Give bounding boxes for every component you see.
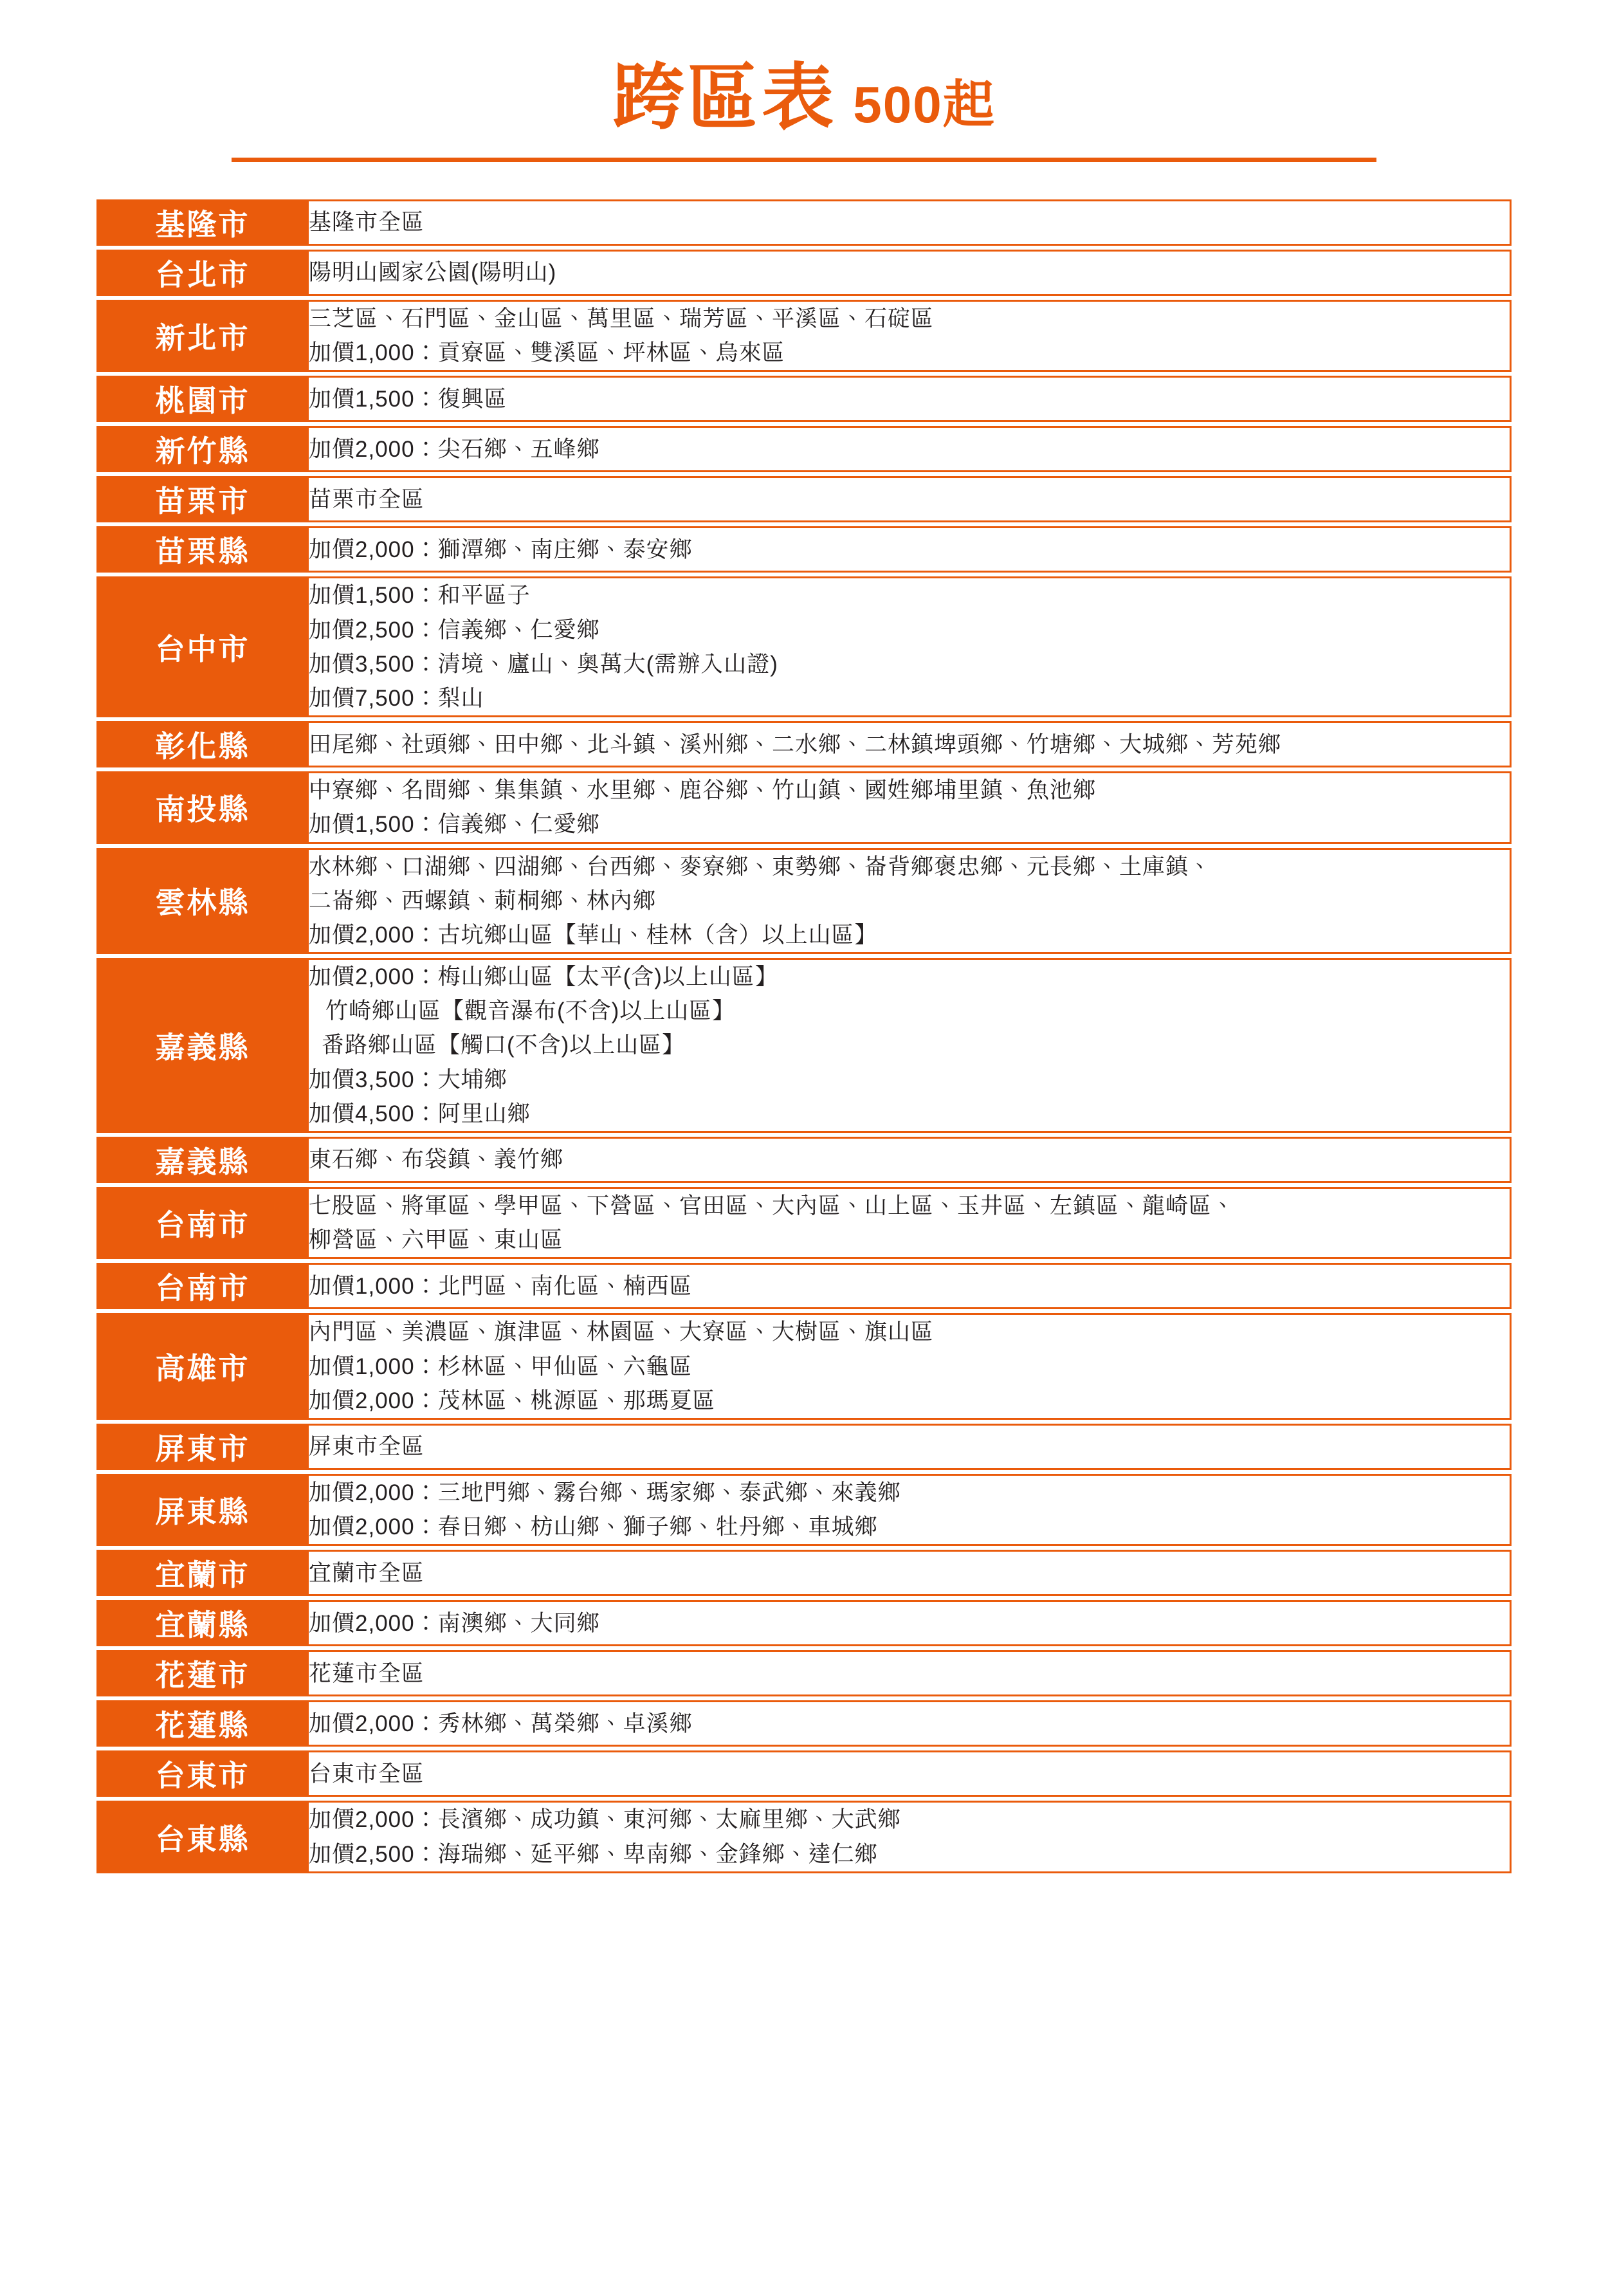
- detail-line: 內門區、美濃區、旗津區、林園區、大寮區、大樹區、旗山區: [309, 1319, 935, 1345]
- region-detail: [309, 1650, 1512, 1696]
- detail-line: 加價2,000：古坑鄉山區【華山、桂林（含）以上山區】: [309, 922, 878, 948]
- table-row: [96, 250, 1512, 296]
- detail-line: 苗栗市全區: [309, 486, 425, 512]
- region-label: 宜蘭縣: [96, 1600, 309, 1646]
- detail-line: 加價1,000：北門區、南化區、楠西區: [309, 1273, 693, 1299]
- detail-line: 加價2,000：獅潭鄉、南庄鄉、泰安鄉: [309, 537, 693, 562]
- region-label: 嘉義縣: [96, 1137, 309, 1183]
- region-label: 雲林縣: [96, 848, 309, 955]
- zone-table-wrap: [96, 196, 1512, 1954]
- table-row: [96, 526, 1512, 573]
- detail-line: 台東市全區: [309, 1761, 425, 1786]
- region-detail: [309, 1313, 1512, 1420]
- region-label: 彰化縣: [96, 721, 309, 767]
- table-row: [96, 1137, 1512, 1183]
- region-detail: [309, 576, 1512, 717]
- detail-line: 番路鄉山區【觸口(不含)以上山區】: [322, 1033, 686, 1058]
- table-row: [96, 426, 1512, 472]
- detail-line: 柳營區、六甲區、東山區: [309, 1227, 564, 1253]
- page-header: [96, 0, 1512, 162]
- page-title: [612, 40, 995, 143]
- title-divider: [232, 158, 1376, 162]
- table-row: [96, 958, 1512, 1133]
- detail-line: 加價4,500：阿里山鄉: [309, 1101, 531, 1126]
- region-label: 台南市: [96, 1187, 309, 1259]
- region-detail: [309, 958, 1512, 1133]
- region-detail: [309, 848, 1512, 955]
- region-label: 花蓮縣: [96, 1700, 309, 1747]
- table-row: [96, 300, 1512, 372]
- table-row: [96, 1474, 1512, 1546]
- region-label: 花蓮市: [96, 1650, 309, 1696]
- table-row: [96, 1263, 1512, 1309]
- detail-line: 花蓮市全區: [309, 1660, 425, 1686]
- region-label: 台東縣: [96, 1801, 309, 1873]
- table-row: [96, 771, 1512, 843]
- detail-line: 加價1,000：杉林區、甲仙區、六龜區: [309, 1354, 693, 1379]
- region-label: 桃園市: [96, 376, 309, 422]
- region-detail: [309, 426, 1512, 472]
- detail-line: 加價2,500：海瑞鄉、延平鄉、卑南鄉、金鋒鄉、達仁鄉: [309, 1841, 878, 1867]
- detail-line: 加價2,000：梅山鄉山區【太平(含)以上山區】: [309, 964, 778, 990]
- detail-line: 二崙鄉、西螺鎮、莿桐鄉、林內鄉: [309, 888, 657, 914]
- detail-line: 陽明山國家公園(陽明山): [309, 260, 557, 286]
- table-row: [96, 1187, 1512, 1259]
- region-detail: [309, 250, 1512, 296]
- detail-line: 加價2,000：春日鄉、枋山鄉、獅子鄉、牡丹鄉、車城鄉: [309, 1514, 878, 1540]
- table-row: [96, 476, 1512, 522]
- detail-line: 加價1,500：復興區: [309, 386, 507, 412]
- region-detail: [309, 1137, 1512, 1183]
- region-detail: [309, 526, 1512, 573]
- region-detail: [309, 376, 1512, 422]
- table-row: [96, 199, 1512, 246]
- page-title-main: 跨區表: [612, 57, 837, 138]
- detail-line: 加價1,500：信義鄉、仁愛鄉: [309, 812, 600, 838]
- region-label: 屏東縣: [96, 1474, 309, 1546]
- region-label: 新北市: [96, 300, 309, 372]
- table-row: [96, 376, 1512, 422]
- region-detail: [309, 1600, 1512, 1646]
- detail-line: 田尾鄉、社頭鄉、田中鄉、北斗鎮、溪州鄉、二水鄉、二林鎮埤頭鄉、竹塘鄉、大城鄉、芳苑鄉: [309, 731, 1282, 757]
- region-label: 苗栗市: [96, 476, 309, 522]
- region-detail: [309, 199, 1512, 246]
- region-label: 南投縣: [96, 771, 309, 843]
- detail-line: 加價2,000：三地門鄉、霧台鄉、瑪家鄉、泰武鄉、來義鄉: [309, 1480, 901, 1505]
- detail-line: 加價3,500：大埔鄉: [309, 1067, 507, 1092]
- detail-line: 屏東市全區: [309, 1434, 425, 1460]
- region-label: 宜蘭市: [96, 1550, 309, 1596]
- detail-line: 加價2,000：尖石鄉、五峰鄉: [309, 436, 600, 462]
- region-label: 嘉義縣: [96, 958, 309, 1133]
- region-detail: [309, 1424, 1512, 1470]
- table-row: [96, 1600, 1512, 1646]
- detail-line: 竹崎鄉山區【觀音瀑布(不含)以上山區】: [325, 998, 736, 1024]
- table-row: [96, 1750, 1512, 1797]
- table-row: [96, 721, 1512, 767]
- table-row: [96, 576, 1512, 717]
- table-row: [96, 848, 1512, 955]
- region-label: 台中市: [96, 576, 309, 717]
- region-detail: [309, 1750, 1512, 1797]
- region-label: 台北市: [96, 250, 309, 296]
- detail-line: 水林鄉、口湖鄉、四湖鄉、台西鄉、麥寮鄉、東勢鄉、崙背鄉褒忠鄉、元長鄉、土庫鎮、: [309, 854, 1212, 879]
- table-row: [96, 1550, 1512, 1596]
- table-row: [96, 1424, 1512, 1470]
- region-detail: [309, 1801, 1512, 1873]
- detail-line: 宜蘭市全區: [309, 1560, 425, 1586]
- table-row: [96, 1801, 1512, 1873]
- table-row: [96, 1650, 1512, 1696]
- table-row: [96, 1313, 1512, 1420]
- detail-line: 加價2,000：南澳鄉、大同鄉: [309, 1610, 600, 1636]
- detail-line: 三芝區、石門區、金山區、萬里區、瑞芳區、平溪區、石碇區: [309, 306, 935, 331]
- page-title-sub: 500起: [853, 76, 996, 133]
- detail-line: 加價2,000：秀林鄉、萬榮鄉、卓溪鄉: [309, 1711, 693, 1736]
- region-detail: [309, 1187, 1512, 1259]
- region-label: 台南市: [96, 1263, 309, 1309]
- detail-line: 加價2,000：茂林區、桃源區、那瑪夏區: [309, 1388, 716, 1413]
- detail-line: 加價7,500：梨山: [309, 685, 484, 711]
- region-detail: [309, 1474, 1512, 1546]
- detail-line: 加價2,000：長濱鄉、成功鎮、東河鄉、太麻里鄉、大武鄉: [309, 1807, 901, 1833]
- region-detail: [309, 771, 1512, 843]
- region-label: 屏東市: [96, 1424, 309, 1470]
- detail-line: 東石鄉、布袋鎮、義竹鄉: [309, 1147, 564, 1173]
- region-label: 台東市: [96, 1750, 309, 1797]
- region-label: 新竹縣: [96, 426, 309, 472]
- detail-line: 加價2,500：信義鄉、仁愛鄉: [309, 617, 600, 643]
- detail-line: 中寮鄉、名間鄉、集集鎮、水里鄉、鹿谷鄉、竹山鎮、國姓鄉埔里鎮、魚池鄉: [309, 778, 1097, 804]
- region-detail: [309, 1700, 1512, 1747]
- detail-line: 加價3,500：清境、廬山、奧萬大(需辦入山證): [309, 651, 778, 677]
- detail-line: 七股區、將軍區、學甲區、下營區、官田區、大內區、山上區、玉井區、左鎮區、龍崎區、: [309, 1193, 1236, 1218]
- region-label: 基隆市: [96, 199, 309, 246]
- detail-line: 加價1,000：貢寮區、雙溪區、坪林區、烏來區: [309, 340, 785, 366]
- region-detail: [309, 476, 1512, 522]
- region-detail: [309, 1550, 1512, 1596]
- detail-line: 加價1,500：和平區子: [309, 583, 531, 609]
- region-detail: [309, 1263, 1512, 1309]
- region-label: 苗栗縣: [96, 526, 309, 573]
- detail-line: 基隆市全區: [309, 210, 425, 235]
- table-row: [96, 1700, 1512, 1747]
- zone-table: [96, 196, 1512, 1877]
- region-detail: [309, 721, 1512, 767]
- region-label: 高雄市: [96, 1313, 309, 1420]
- region-detail: [309, 300, 1512, 372]
